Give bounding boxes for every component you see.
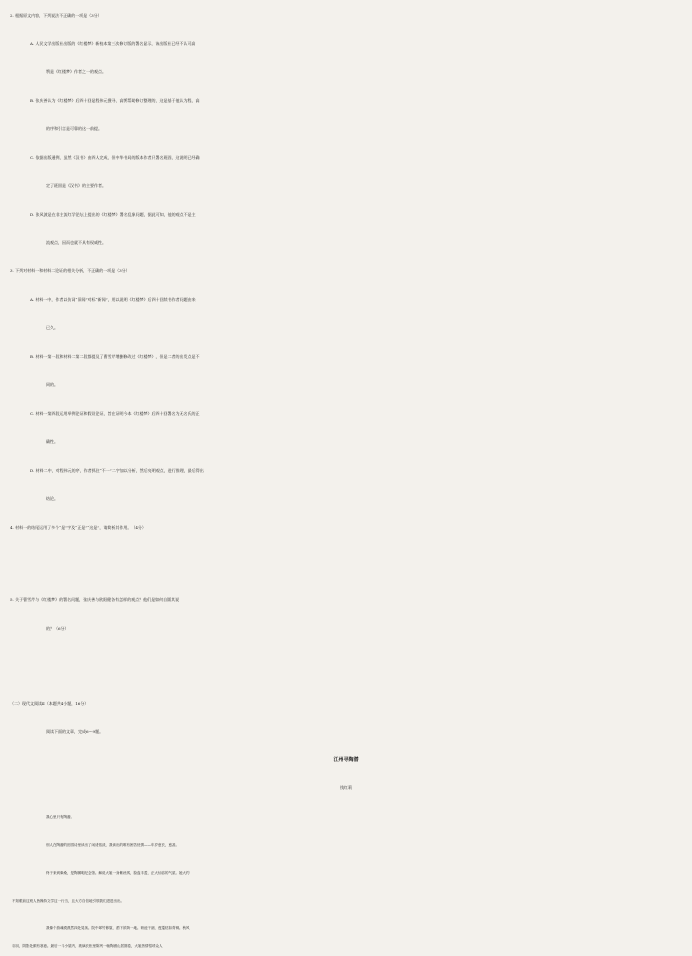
q3-stem: 3. 下列对材料一和材料二论证的相关分析，不正确的一项是（3分） <box>10 268 130 273</box>
section-heading: （二）现代文阅读Ⅱ（本题共4小题，16分） <box>10 701 89 706</box>
article-paragraph-3-line2: 不知眼前这班人皆操持文学这一行当，且大方自信地引领我们进进出出。 <box>12 899 124 903</box>
section-instruction: 阅读下面的文章，完成6～9题。 <box>46 729 104 734</box>
q2-option-c-line2: 定了班固是《汉书》的主要作者。 <box>46 183 106 188</box>
q2-option-a-line1: A. 人民文学出版社出版的《红楼梦》新校本第三次修订版的署名显示，该出版社已经不认可高 <box>30 41 196 46</box>
q2-option-c-line1: C. 依据出版通例，虽然《汉书》由四人完成，但中华书局的版本作者只署名班固，这说明已经确 <box>30 155 200 160</box>
q5-stem-line2: 的？（6分） <box>46 626 69 631</box>
q3-option-d-line2: 结论。 <box>46 496 58 501</box>
article-paragraph-2: 别人在陶潜的田园诗里读出了闲适恬淡，我读出的唯有困苦忧惧——年岁愈长，愈甚。 <box>46 843 179 847</box>
q4-stem: 4. 材料一的结尾运用了多个“是”字及“正是”“这是”，请简析其作用。（4分） <box>10 525 146 530</box>
article-title: 江州寻陶潜 <box>333 757 359 763</box>
q2-option-d-line1: D. 张风波是在非主流红学论坛上提出的《红楼梦》署名乱象问题，据此可知，他的观点不是主 <box>30 212 196 217</box>
q2-option-b-line1: B. 张庆善认为《红楼梦》后四十回是程伟元搜寻、高鹗帮助修订整理的，这是基于他认为程、高 <box>30 98 200 103</box>
q2-stem: 2. 根据原文内容，下列说法不正确的一项是（3分） <box>10 13 102 18</box>
q3-option-b-line2: 同的。 <box>46 382 58 387</box>
article-paragraph-4-line1: 我像个游魂漠漠然四处晃荡。院中翠竹修篁，洒下浓荫一地。荷池干涸，莲蓬枯如青铜。秋风 <box>46 926 190 930</box>
article-paragraph-3-line1: 终于来到柴桑，是陶渊明纪念馆。解说大姐一身紫丝绒，脸盘丰盈，正大仙容的气质。她大约 <box>46 871 190 875</box>
q2-option-d-line2: 流观点，因而也就不具有权威性。 <box>46 240 106 245</box>
q3-option-a-line2: 已久。 <box>46 325 58 330</box>
q3-option-a-line1: A. 材料一中，作者以仿词“旧闻”对标“新闻”，用以说明《红楼梦》后四十回续书作者问题由来 <box>30 297 196 302</box>
q3-option-d-line1: D. 材料二中，对程伟元的序，作者抓住“不一”二字加以分析，然后亮明观点，进行推理，最后得出 <box>30 468 204 473</box>
q3-option-c-line1: C. 材料一第四段运用举例论证和假设论证，旨在证明今本《红楼梦》后四十回署名为无名氏的正 <box>30 411 200 416</box>
article-paragraph-1: 我心里只有陶潜。 <box>46 815 74 819</box>
q2-option-a-line2: 鹗是《红楼梦》作者之一的观点。 <box>46 69 106 74</box>
article-paragraph-4-line2: 羽羽，阴影处颇有寒意。最后一斗小屋内，玻璃长柜里陈列一帧陶潜山居图卷，大姐热情招呼众人 <box>12 944 163 948</box>
q3-option-b-line1: B. 材料一第一段和材料二第二段都提及了曹雪芹增删修改过《红楼梦》，但是二者的出发点是不 <box>30 354 200 359</box>
q3-option-c-line2: 确性。 <box>46 439 58 444</box>
q2-option-b-line2: 的序和引言是可靠的这一前提。 <box>46 126 102 131</box>
q5-stem-line1: 5. 关于曹雪芹与《红楼梦》的署名问题，张庆善与欧阳健各有怎样的观点？他们是如何自圆其说 <box>10 597 180 602</box>
article-author: 钱红莉 <box>340 785 352 790</box>
